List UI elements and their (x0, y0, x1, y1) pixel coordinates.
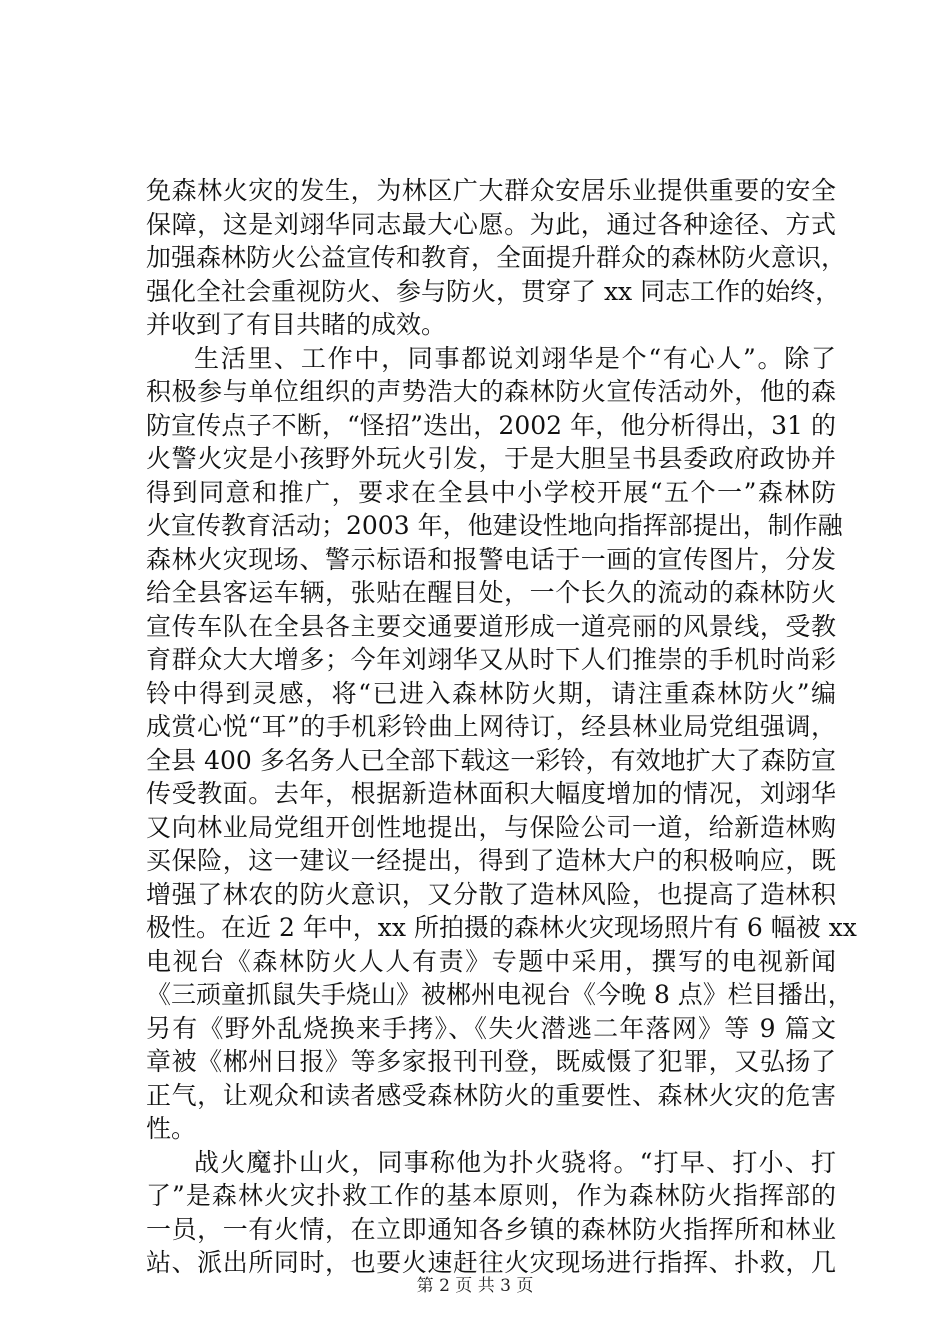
paragraph-3-line: 战火魔扑山火，同事称他为扑火骁将。“打早、打小、打 (194, 1147, 836, 1177)
paragraph-2-line: 买保险，这一建议一经提出，得到了造林大户的积极响应，既 (146, 846, 836, 875)
paragraph-3-line: 站、派出所同时，也要火速赶往火灾现场进行指挥、扑救，几 (146, 1248, 836, 1277)
paragraph-2-line: 另有《野外乱烧换来手拷》、《失火潜逃二年落网》等 9 篇文 (146, 1013, 836, 1043)
paragraph-2-line: 宣传车队在全县各主要交通要道形成一道亮丽的风景线，受教 (146, 611, 836, 641)
paragraph-2-line: 《三顽童抓鼠失手烧山》被郴州电视台《今晚 8 点》栏目播出， (146, 980, 853, 1009)
paragraph-2-line: 森林火灾现场、警示标语和报警电话于一画的宣传图片，分发 (146, 544, 836, 574)
paragraph-2-line: 育群众大大增多；今年刘翊华又从时下人们推崇的手机时尚彩 (146, 645, 836, 674)
paragraph-1-line: 保障，这是刘翊华同志最大心愿。为此，通过各种途径、方式 (146, 209, 836, 239)
paragraph-3-line: 了”是森林火灾扑救工作的基本原则，作为森林防火指挥部的 (146, 1181, 836, 1210)
paragraph-1-line: 并收到了有目共睹的成效。 (146, 310, 447, 339)
paragraph-2-line: 传受教面。去年，根据新造林面积大幅度增加的情况，刘翊华 (146, 779, 836, 808)
paragraph-2-line: 给全县客运车辆，张贴在醒目处，一个长久的流动的森林防火 (146, 578, 836, 607)
paragraph-2-line: 全县 400 多名务人已全部下载这一彩铃，有效地扩大了森防宣 (146, 745, 836, 775)
page-footer: 第 2 页 共 3 页 (416, 1276, 534, 1296)
paragraph-2-line: 又向林业局党组开创性地提出，与保险公司一道，给新造林购 (146, 812, 836, 842)
paragraph-2-line: 电视台《森林防火人人有责》专题中采用，撰写的电视新闻 (146, 946, 836, 976)
paragraph-2-line: 极性。在近 2 年中，xx 所拍摄的森林火灾现场照片有 6 幅被 xx (146, 913, 857, 942)
paragraph-2-line: 章被《郴州日报》等多家报刊刊登，既威慑了犯罪，又弘扬了 (146, 1047, 836, 1076)
paragraph-2-line: 得到同意和推广，要求在全县中小学校开展“五个一”森林防 (146, 477, 836, 507)
paragraph-2-line: 正气，让观众和读者感受森林防火的重要性、森林火灾的危害 (146, 1080, 836, 1110)
paragraph-2-line: 火宣传教育活动；2003 年，他建设性地向指挥部提出，制作融 (146, 511, 843, 540)
paragraph-2-line: 积极参与单位组织的声势浩大的森林防火宣传活动外，他的森 (146, 377, 836, 406)
paragraph-1-line: 免森林火灾的发生，为林区广大群众安居乐业提供重要的安全 (146, 176, 836, 205)
paragraph-1-line: 强化全社会重视防火、参与防火，贯穿了 xx 同志工作的始终， (146, 276, 841, 306)
paragraph-2-line: 性。 (146, 1114, 197, 1143)
paragraph-1-line: 加强森林防火公益宣传和教育，全面提升群众的森林防火意识， (146, 243, 847, 272)
paragraph-2-line: 火警火灾是小孩野外玩火引发，于是大胆呈书县委政府政协并 (146, 444, 836, 473)
body-text (146, 174, 857, 1280)
paragraph-2-line: 生活里、工作中，同事都说刘翊华是个“有心人”。除了 (194, 343, 836, 373)
paragraph-2-line: 增强了林农的防火意识，又分散了造林风险，也提高了造林积 (146, 879, 836, 909)
paragraph-2-line: 铃中得到灵感，将“已进入森林防火期，请注重森林防火”编 (146, 678, 836, 708)
paragraph-2-line: 防宣传点子不断，“怪招”迭出，2002 年，他分析得出，31 的 (146, 410, 836, 440)
paragraph-3-line: 一员，一有火情，在立即通知各乡镇的森林防火指挥所和林业 (146, 1214, 836, 1244)
paragraph-2-line: 成赏心悦“耳”的手机彩铃曲上网待订，经县林业局党组强调， (146, 712, 836, 741)
